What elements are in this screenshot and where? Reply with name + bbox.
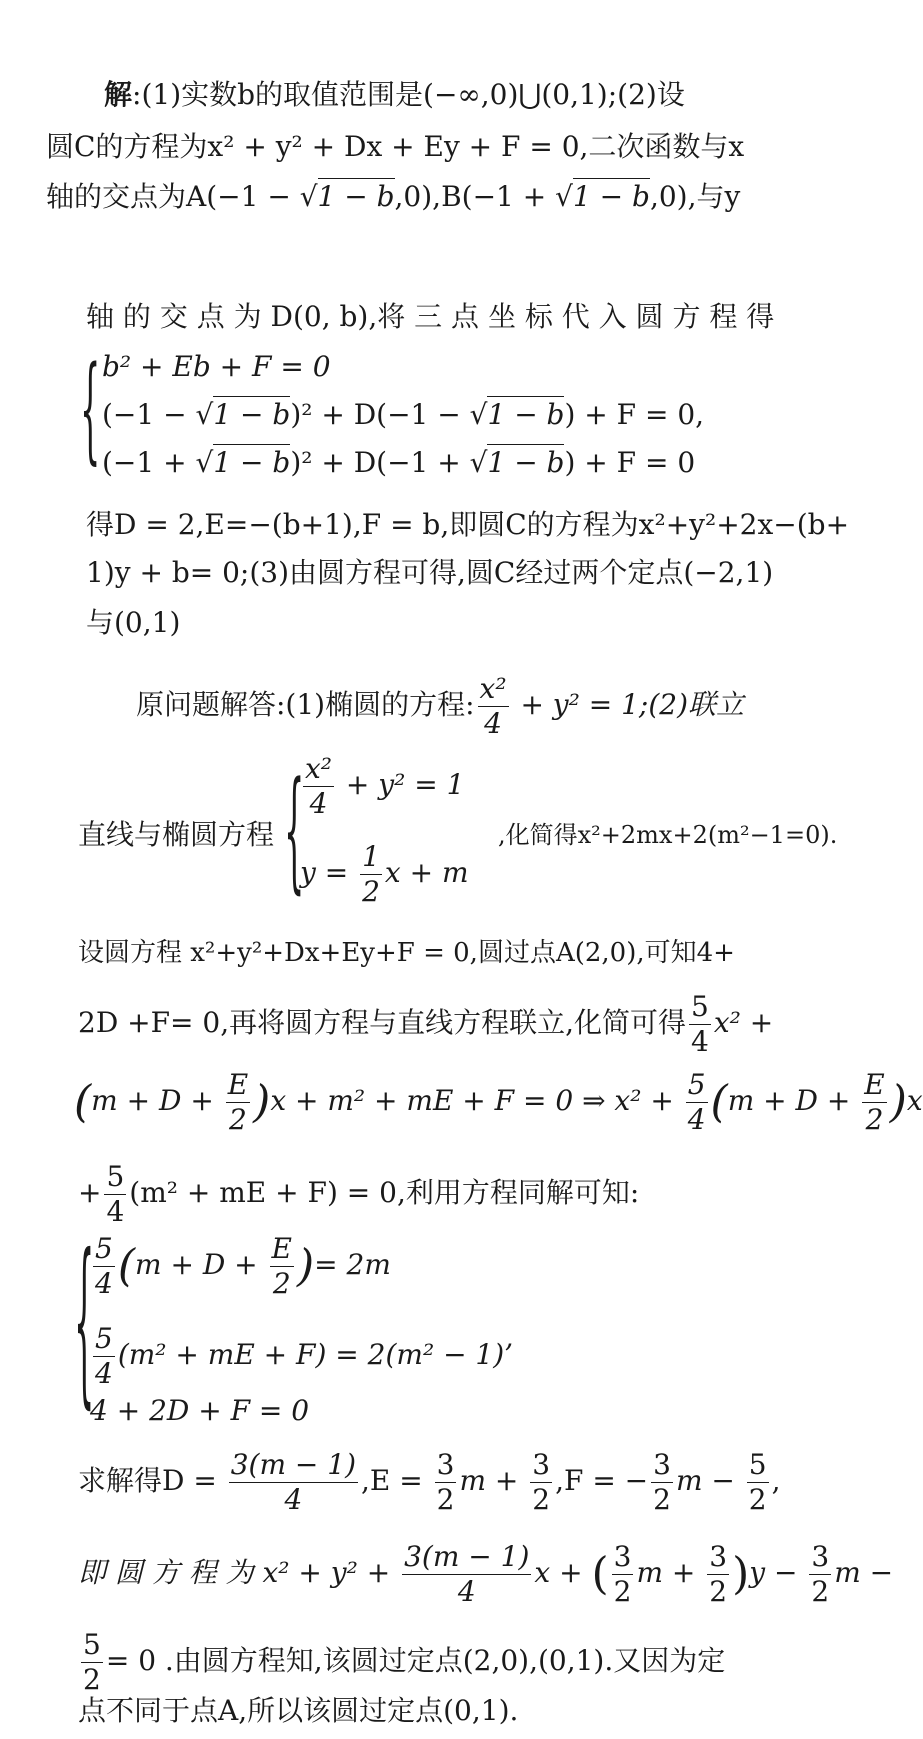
fraction-5-over-4-b bbox=[686, 1068, 708, 1137]
solution2-line2-label bbox=[78, 818, 274, 852]
solution1-line1 bbox=[104, 78, 685, 112]
frac-den: 4 bbox=[284, 1483, 303, 1516]
fraction-5-over-2-a bbox=[747, 1448, 769, 1517]
frac-num: E bbox=[864, 1068, 885, 1101]
sqrt-arg-6: 1 − b bbox=[487, 446, 565, 479]
sqrt-arg-5: 1 − b bbox=[213, 446, 291, 479]
frac-num: x² bbox=[305, 752, 333, 785]
solution2-text-9: = 0 .由圆方程知,该圆过定点(2,0),(0,1).又因为定 bbox=[105, 1644, 726, 1677]
solution2-line3 bbox=[78, 936, 735, 970]
fraction-5-over-4-e bbox=[93, 1322, 115, 1391]
fraction-x2-over-4-b bbox=[303, 752, 334, 821]
system2-eq2-rest: x + m bbox=[384, 856, 469, 889]
solution-label: 解 bbox=[104, 78, 133, 111]
solution1-line5 bbox=[86, 508, 849, 542]
solution2-line4 bbox=[78, 990, 773, 1059]
frac-den: 4 bbox=[309, 787, 328, 820]
solution2-text-1b: + y² = 1;(2)联立 bbox=[511, 688, 745, 721]
frac-den: 4 bbox=[95, 1267, 113, 1300]
solution1-text-3a: 轴的交点为A(−1 − bbox=[46, 180, 300, 213]
frac-num: 5 bbox=[748, 1448, 767, 1481]
left-brace-1: { bbox=[80, 340, 101, 477]
paren-close: ) bbox=[253, 1076, 271, 1128]
fraction-3-over-2-e bbox=[707, 1540, 729, 1609]
paren-open-4: ( bbox=[591, 1548, 609, 1600]
system1-eq2: (−1 − √1 − b)² + D(−1 − √1 − b) + F = 0, bbox=[102, 398, 705, 431]
solution2-text-6a: + bbox=[78, 1176, 102, 1209]
solution2-text-1a: 原问题解答:(1)椭圆的方程: bbox=[136, 688, 475, 721]
frac-den: 2 bbox=[811, 1575, 830, 1608]
system3-eq1-inner: m + D + bbox=[135, 1248, 267, 1281]
fraction-E-over-2 bbox=[226, 1068, 250, 1137]
solution1-line3: 轴的交点为A(−1 − √1 − b,0),B(−1 + √1 − b,0),与y bbox=[46, 180, 741, 213]
system1-eq3-c: ) + F = 0 bbox=[564, 446, 696, 479]
solution1-text-4: 轴 的 交 点 为 D(0, b),将 三 点 坐 标 代 入 圆 方 程 得 bbox=[86, 300, 775, 333]
solution2-text-8d: y − bbox=[749, 1556, 807, 1589]
system3-eq3 bbox=[90, 1394, 309, 1428]
solution1-text-3b: ,0),B(−1 + bbox=[394, 180, 556, 213]
solution2-text-5a-repeat: m + D + bbox=[727, 1084, 860, 1117]
solution2-text-2b: ,化简得x²+2mx+2(m²−1=0). bbox=[498, 821, 838, 849]
solution2-line7 bbox=[78, 1448, 781, 1517]
solution2-text-2a: 直线与椭圆方程 bbox=[78, 818, 275, 851]
system1-eq1-text: b² + Eb + F = 0 bbox=[102, 350, 331, 383]
system1-eq2-c: ) + F = 0, bbox=[564, 398, 705, 431]
frac-den: 4 bbox=[691, 1025, 709, 1058]
solution2-text-7c: m + bbox=[459, 1464, 528, 1497]
system3-eq3-text: 4 + 2D + F = 0 bbox=[90, 1394, 310, 1427]
paren-close-4: ) bbox=[732, 1548, 750, 1600]
system2-eq2 bbox=[300, 840, 469, 909]
solution2-line10 bbox=[78, 1694, 518, 1728]
frac-den: 2 bbox=[229, 1103, 247, 1136]
solution2-text-7b: ,E = bbox=[361, 1464, 432, 1497]
solution2-line8 bbox=[78, 1540, 893, 1609]
system1-eq3: (−1 + √1 − b)² + D(−1 + √1 − b) + F = 0 bbox=[102, 446, 696, 479]
system1-eq2-b: )² + D(−1 − bbox=[290, 398, 470, 431]
sqrt-arg-1: 1 − b bbox=[317, 180, 395, 213]
cut-off-line bbox=[80, 600, 600, 639]
sqrt-arg-3: 1 − b bbox=[213, 398, 291, 431]
solution1-text-1: :(1)实数b的取值范围是(−∞,0)⋃(0,1);(2)设 bbox=[132, 78, 685, 111]
solution2-text-4a: 2D +F= 0,再将圆方程与直线方程联立,化简可得 bbox=[78, 1006, 687, 1039]
solution2-text-8e: m − bbox=[834, 1556, 894, 1589]
frac-den: 4 bbox=[484, 707, 502, 740]
frac-den: 4 bbox=[457, 1575, 476, 1608]
sqrt-arg-4: 1 − b bbox=[487, 398, 565, 431]
frac-den: 4 bbox=[687, 1103, 706, 1136]
solution1-text-7: 与(0,1) bbox=[86, 606, 181, 639]
solution1-line2 bbox=[46, 130, 744, 164]
frac-num: x² bbox=[479, 672, 507, 705]
solution2-line6 bbox=[78, 1160, 639, 1229]
solution2-text-8c: m + bbox=[636, 1556, 705, 1589]
frac-den: 4 bbox=[106, 1195, 125, 1228]
fraction-3-over-2-b bbox=[530, 1448, 552, 1517]
frac-den: 2 bbox=[83, 1663, 101, 1696]
solution2-text-7e: m − bbox=[675, 1464, 744, 1497]
solution2-text-8b: x + bbox=[534, 1556, 592, 1589]
frac-num: 3(m − 1) bbox=[404, 1540, 530, 1573]
frac-num: 3 bbox=[811, 1540, 830, 1573]
frac-num: 5 bbox=[83, 1628, 101, 1661]
solution1-text-5: 得D = 2,E=−(b+1),F = b,即圆C的方程为x²+y²+2x−(b+ bbox=[86, 508, 850, 541]
solution2-text-4b: x² + bbox=[713, 1006, 774, 1039]
fraction-D bbox=[229, 1448, 358, 1517]
frac-num: E bbox=[227, 1068, 249, 1101]
solution1-text-3c: ,0),与y bbox=[649, 180, 741, 213]
frac-den: 2 bbox=[709, 1575, 728, 1608]
frac-num: 3(m − 1) bbox=[230, 1448, 357, 1481]
solution2-text-5b: x + m² + mE + F = 0 ⇒ x² + bbox=[270, 1084, 683, 1117]
paren-close-3: ) bbox=[296, 1240, 315, 1292]
frac-num: 5 bbox=[95, 1232, 113, 1265]
frac-num: 3 bbox=[709, 1540, 728, 1573]
frac-den: 2 bbox=[653, 1483, 671, 1516]
solution2-line9 bbox=[78, 1628, 725, 1697]
fraction-E-over-2-c bbox=[270, 1232, 294, 1301]
system2-eq2-lhs: y = bbox=[300, 856, 358, 889]
solution2-text-8a: 即 圆 方 程 为 x² + y² + bbox=[78, 1556, 400, 1589]
system3-eq1-rhs: = 2m bbox=[314, 1248, 391, 1281]
frac-num: 5 bbox=[106, 1160, 125, 1193]
frac-num: 5 bbox=[691, 990, 709, 1023]
system3-eq2-text: (m² + mE + F) = 2(m² − 1)’ bbox=[117, 1338, 514, 1371]
fraction-5-over-4-d bbox=[93, 1232, 115, 1301]
system1-eq3-a: (−1 + bbox=[102, 446, 196, 479]
fraction-1-over-2 bbox=[360, 840, 382, 909]
frac-den: 2 bbox=[362, 875, 380, 908]
system1-eq2-a: (−1 − bbox=[102, 398, 196, 431]
solution2-text-7f: , bbox=[771, 1464, 781, 1497]
left-brace-2: { bbox=[284, 752, 305, 908]
fraction-x2-over-4 bbox=[478, 672, 509, 741]
solution1-text-2: 圆C的方程为x² + y² + Dx + Ey + F = 0,二次函数与x bbox=[46, 130, 745, 163]
paren-open-2: ( bbox=[710, 1076, 728, 1128]
frac-num: 3 bbox=[532, 1448, 551, 1481]
frac-num: 3 bbox=[436, 1448, 455, 1481]
solution1-line4 bbox=[86, 300, 774, 334]
fraction-5-over-4 bbox=[689, 990, 711, 1059]
system3-eq2 bbox=[90, 1322, 513, 1391]
solution2-text-10: 点不同于点A,所以该圆过定点(0,1). bbox=[78, 1694, 519, 1727]
system3-eq1 bbox=[90, 1232, 391, 1301]
solution2-text-7a: 求解得D = bbox=[78, 1464, 226, 1497]
paren-open-3: ( bbox=[117, 1240, 135, 1292]
solution2-text-7d: ,F = − bbox=[555, 1464, 649, 1497]
fraction-3-over-2-f bbox=[809, 1540, 831, 1609]
fraction-3-over-2-d bbox=[612, 1540, 634, 1609]
frac-den: 2 bbox=[532, 1483, 551, 1516]
frac-den: 2 bbox=[436, 1483, 455, 1516]
frac-den: 2 bbox=[748, 1483, 767, 1516]
fraction-5-over-2-b bbox=[81, 1628, 103, 1697]
frac-den: 2 bbox=[613, 1575, 632, 1608]
solution1-line7 bbox=[86, 606, 180, 640]
sqrt-arg-2: 1 − b bbox=[572, 180, 650, 213]
fraction-3-over-2-c bbox=[651, 1448, 673, 1517]
solution1-line6 bbox=[86, 556, 773, 590]
solution2-text-6b: (m² + mE + F) = 0,利用方程同解可知: bbox=[129, 1176, 640, 1209]
fraction-E-over-2-b bbox=[862, 1068, 886, 1137]
frac-num: 3 bbox=[613, 1540, 632, 1573]
system1-eq1 bbox=[102, 350, 331, 384]
frac-num: 5 bbox=[95, 1322, 113, 1355]
solution2-line1 bbox=[136, 672, 744, 741]
solution2-text-5c: x bbox=[906, 1084, 923, 1117]
frac-num: 5 bbox=[687, 1068, 706, 1101]
fraction-D-b bbox=[402, 1540, 531, 1609]
system2-eq1 bbox=[300, 752, 464, 821]
frac-den: 2 bbox=[865, 1103, 884, 1136]
paren-open: ( bbox=[74, 1076, 92, 1128]
solution2-text-5a: m + D + bbox=[91, 1084, 223, 1117]
frac-num: E bbox=[271, 1232, 292, 1265]
solution2-line5 bbox=[74, 1068, 923, 1137]
solution2-text-3: 设圆方程 x²+y²+Dx+Ey+F = 0,圆过点A(2,0),可知4+ bbox=[78, 938, 735, 968]
frac-den: 2 bbox=[272, 1267, 291, 1300]
fraction-5-over-4-c bbox=[104, 1160, 126, 1229]
fraction-3-over-2-a bbox=[435, 1448, 457, 1517]
system2-eq1-rest: + y² = 1 bbox=[337, 768, 465, 801]
solution1-text-6: 1)y + b= 0;(3)由圆方程可得,圆C经过两个定点(−2,1) bbox=[86, 556, 774, 589]
solution2-line2-result bbox=[498, 818, 837, 852]
system1-eq3-b: )² + D(−1 + bbox=[290, 446, 470, 479]
frac-num: 1 bbox=[362, 840, 380, 873]
frac-num: 3 bbox=[653, 1448, 671, 1481]
paren-close-2: ) bbox=[889, 1076, 907, 1128]
left-brace-3: { bbox=[74, 1214, 95, 1427]
frac-den: 4 bbox=[95, 1357, 113, 1390]
